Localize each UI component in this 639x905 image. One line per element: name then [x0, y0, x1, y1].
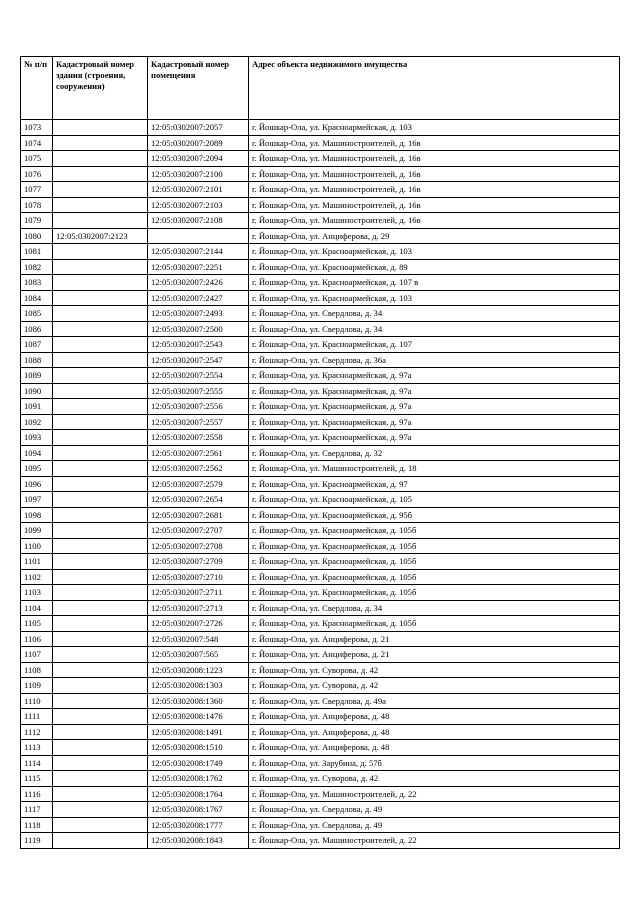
room-cadastral-cell: 12:05:0302007:2547	[148, 352, 249, 368]
row-number: 1118	[21, 817, 53, 833]
property-register-table	[20, 56, 620, 849]
table-row	[21, 151, 620, 167]
address-cell: г. Йошкар-Ола, ул. Машиностроителей, д. 18	[249, 461, 620, 477]
room-cadastral-cell: 12:05:0302008:1360	[148, 693, 249, 709]
table-row	[21, 709, 620, 725]
row-number: 1103	[21, 585, 53, 601]
building-cadastral-cell	[53, 600, 148, 616]
room-cadastral-cell: 12:05:0302007:2558	[148, 430, 249, 446]
row-number: 1092	[21, 414, 53, 430]
building-cadastral-cell	[53, 259, 148, 275]
room-cadastral-cell: 12:05:0302007:2103	[148, 197, 249, 213]
room-cadastral-cell: 12:05:0302007:2101	[148, 182, 249, 198]
row-number: 1078	[21, 197, 53, 213]
building-cadastral-cell	[53, 693, 148, 709]
building-cadastral-cell	[53, 399, 148, 415]
row-number: 1113	[21, 740, 53, 756]
address-cell: г. Йошкар-Ола, ул. Красноармейская, д. 95б	[249, 507, 620, 523]
row-number: 1085	[21, 306, 53, 322]
room-cadastral-cell: 12:05:0302007:2561	[148, 445, 249, 461]
header-address: Адрес объекта недвижимого имущества	[249, 57, 620, 120]
table-row	[21, 662, 620, 678]
building-cadastral-cell	[53, 135, 148, 151]
room-cadastral-cell: 12:05:0302008:1843	[148, 833, 249, 849]
building-cadastral-cell	[53, 709, 148, 725]
row-number: 1077	[21, 182, 53, 198]
row-number: 1096	[21, 476, 53, 492]
table-row	[21, 476, 620, 492]
table-row	[21, 337, 620, 353]
address-cell: г. Йошкар-Ола, ул. Машиностроителей, д. 16в	[249, 151, 620, 167]
room-cadastral-cell: 12:05:0302007:2681	[148, 507, 249, 523]
building-cadastral-cell	[53, 554, 148, 570]
building-cadastral-cell	[53, 740, 148, 756]
building-cadastral-cell	[53, 213, 148, 229]
room-cadastral-cell: 12:05:0302007:2493	[148, 306, 249, 322]
address-cell: г. Йошкар-Ола, ул. Красноармейская, д. 105б	[249, 554, 620, 570]
room-cadastral-cell: 12:05:0302007:2094	[148, 151, 249, 167]
address-cell: г. Йошкар-Ола, ул. Красноармейская, д. 105б	[249, 538, 620, 554]
table-row	[21, 228, 620, 244]
table-row	[21, 166, 620, 182]
table-row	[21, 616, 620, 632]
room-cadastral-cell: 12:05:0302007:2556	[148, 399, 249, 415]
table-row	[21, 352, 620, 368]
table-row	[21, 631, 620, 647]
row-number: 1101	[21, 554, 53, 570]
room-cadastral-cell: 12:05:0302008:1749	[148, 755, 249, 771]
address-cell: г. Йошкар-Ола, ул. Красноармейская, д. 107 в	[249, 275, 620, 291]
address-cell: г. Йошкар-Ола, ул. Красноармейская, д. 97	[249, 476, 620, 492]
room-cadastral-cell: 12:05:0302008:1762	[148, 771, 249, 787]
building-cadastral-cell	[53, 616, 148, 632]
row-number: 1100	[21, 538, 53, 554]
building-cadastral-cell	[53, 414, 148, 430]
room-cadastral-cell: 12:05:0302007:2057	[148, 120, 249, 136]
table-row	[21, 321, 620, 337]
address-cell: г. Йошкар-Ола, ул. Красноармейская, д. 97а	[249, 383, 620, 399]
row-number: 1095	[21, 461, 53, 477]
table-row	[21, 414, 620, 430]
address-cell: г. Йошкар-Ола, ул. Суворова, д. 42	[249, 662, 620, 678]
table-row	[21, 678, 620, 694]
room-cadastral-cell: 12:05:0302008:1491	[148, 724, 249, 740]
room-cadastral-cell: 12:05:0302007:2089	[148, 135, 249, 151]
table-row	[21, 724, 620, 740]
address-cell: г. Йошкар-Ола, ул. Красноармейская, д. 103	[249, 120, 620, 136]
table-row	[21, 538, 620, 554]
table-row	[21, 507, 620, 523]
room-cadastral-cell: 12:05:0302007:2726	[148, 616, 249, 632]
header-room-cadastral: Кадастровый номер помещения	[148, 57, 249, 120]
address-cell: г. Йошкар-Ола, ул. Красноармейская, д. 105б	[249, 523, 620, 539]
address-cell: г. Йошкар-Ола, ул. Свердлова, д. 34	[249, 600, 620, 616]
building-cadastral-cell	[53, 507, 148, 523]
building-cadastral-cell	[53, 802, 148, 818]
address-cell: г. Йошкар-Ола, ул. Красноармейская, д. 105б	[249, 616, 620, 632]
room-cadastral-cell: 12:05:0302007:565	[148, 647, 249, 663]
address-cell: г. Йошкар-Ола, ул. Свердлова, д. 49а	[249, 693, 620, 709]
building-cadastral-cell	[53, 321, 148, 337]
address-cell: г. Йошкар-Ола, ул. Машиностроителей, д. 16в	[249, 166, 620, 182]
table-row	[21, 368, 620, 384]
row-number: 1111	[21, 709, 53, 725]
room-cadastral-cell: 12:05:0302007:548	[148, 631, 249, 647]
row-number: 1098	[21, 507, 53, 523]
building-cadastral-cell	[53, 337, 148, 353]
address-cell: г. Йошкар-Ола, ул. Красноармейская, д. 89	[249, 259, 620, 275]
row-number: 1079	[21, 213, 53, 229]
room-cadastral-cell: 12:05:0302008:1764	[148, 786, 249, 802]
room-cadastral-cell: 12:05:0302007:2579	[148, 476, 249, 492]
room-cadastral-cell: 12:05:0302007:2427	[148, 290, 249, 306]
table-row	[21, 306, 620, 322]
address-cell: г. Йошкар-Ола, ул. Машиностроителей, д. 16в	[249, 197, 620, 213]
address-cell: г. Йошкар-Ола, ул. Суворова, д. 42	[249, 771, 620, 787]
header-building-cadastral: Кадастровый номер здания (строения, сооружения)	[53, 57, 148, 120]
table-row	[21, 802, 620, 818]
address-cell: г. Йошкар-Ола, ул. Анциферова, д. 21	[249, 631, 620, 647]
row-number: 1099	[21, 523, 53, 539]
address-cell: г. Йошкар-Ола, ул. Свердлова, д. 36а	[249, 352, 620, 368]
table-row	[21, 585, 620, 601]
room-cadastral-cell: 12:05:0302008:1303	[148, 678, 249, 694]
row-number: 1082	[21, 259, 53, 275]
building-cadastral-cell	[53, 120, 148, 136]
address-cell: г. Йошкар-Ола, ул. Красноармейская, д. 105	[249, 492, 620, 508]
table-row	[21, 786, 620, 802]
table-row	[21, 833, 620, 849]
table-row	[21, 399, 620, 415]
building-cadastral-cell	[53, 476, 148, 492]
row-number: 1105	[21, 616, 53, 632]
building-cadastral-cell	[53, 290, 148, 306]
address-cell: г. Йошкар-Ола, ул. Суворова, д. 42	[249, 678, 620, 694]
room-cadastral-cell: 12:05:0302008:1777	[148, 817, 249, 833]
building-cadastral-cell	[53, 786, 148, 802]
table-row	[21, 244, 620, 260]
table-row	[21, 740, 620, 756]
room-cadastral-cell: 12:05:0302007:2500	[148, 321, 249, 337]
building-cadastral-cell	[53, 523, 148, 539]
building-cadastral-cell	[53, 166, 148, 182]
room-cadastral-cell: 12:05:0302007:2543	[148, 337, 249, 353]
address-cell: г. Йошкар-Ола, ул. Красноармейская, д. 97а	[249, 414, 620, 430]
room-cadastral-cell: 12:05:0302007:2708	[148, 538, 249, 554]
row-number: 1115	[21, 771, 53, 787]
row-number: 1081	[21, 244, 53, 260]
row-number: 1084	[21, 290, 53, 306]
building-cadastral-cell	[53, 569, 148, 585]
address-cell: г. Йошкар-Ола, ул. Анциферова, д. 48	[249, 740, 620, 756]
room-cadastral-cell: 12:05:0302007:2707	[148, 523, 249, 539]
room-cadastral-cell: 12:05:0302007:2108	[148, 213, 249, 229]
room-cadastral-cell: 12:05:0302007:2711	[148, 585, 249, 601]
row-number: 1090	[21, 383, 53, 399]
room-cadastral-cell	[148, 228, 249, 244]
address-cell: г. Йошкар-Ола, ул. Анциферова, д. 48	[249, 709, 620, 725]
address-cell: г. Йошкар-Ола, ул. Красноармейская, д. 97а	[249, 368, 620, 384]
room-cadastral-cell: 12:05:0302008:1767	[148, 802, 249, 818]
building-cadastral-cell	[53, 275, 148, 291]
row-number: 1088	[21, 352, 53, 368]
room-cadastral-cell: 12:05:0302007:2100	[148, 166, 249, 182]
address-cell: г. Йошкар-Ола, ул. Красноармейская, д. 105б	[249, 569, 620, 585]
address-cell: г. Йошкар-Ола, ул. Свердлова, д. 34	[249, 306, 620, 322]
room-cadastral-cell: 12:05:0302007:2654	[148, 492, 249, 508]
row-number: 1076	[21, 166, 53, 182]
address-cell: г. Йошкар-Ола, ул. Свердлова, д. 34	[249, 321, 620, 337]
room-cadastral-cell: 12:05:0302008:1510	[148, 740, 249, 756]
room-cadastral-cell: 12:05:0302007:2710	[148, 569, 249, 585]
table-row	[21, 445, 620, 461]
address-cell: г. Йошкар-Ола, ул. Свердлова, д. 49	[249, 802, 620, 818]
building-cadastral-cell	[53, 445, 148, 461]
table-row	[21, 523, 620, 539]
room-cadastral-cell: 12:05:0302007:2562	[148, 461, 249, 477]
address-cell: г. Йошкар-Ола, ул. Анциферова, д. 21	[249, 647, 620, 663]
room-cadastral-cell: 12:05:0302007:2713	[148, 600, 249, 616]
row-number: 1087	[21, 337, 53, 353]
room-cadastral-cell: 12:05:0302007:2555	[148, 383, 249, 399]
table-row	[21, 275, 620, 291]
row-number: 1097	[21, 492, 53, 508]
table-row	[21, 290, 620, 306]
address-cell: г. Йошкар-Ола, ул. Анциферова, д. 29	[249, 228, 620, 244]
building-cadastral-cell	[53, 244, 148, 260]
building-cadastral-cell	[53, 724, 148, 740]
row-number: 1117	[21, 802, 53, 818]
room-cadastral-cell: 12:05:0302008:1476	[148, 709, 249, 725]
row-number: 1109	[21, 678, 53, 694]
address-cell: г. Йошкар-Ола, ул. Машиностроителей, д. 22	[249, 786, 620, 802]
table-row	[21, 197, 620, 213]
room-cadastral-cell: 12:05:0302007:2251	[148, 259, 249, 275]
row-number: 1089	[21, 368, 53, 384]
table-row	[21, 383, 620, 399]
building-cadastral-cell	[53, 538, 148, 554]
building-cadastral-cell: 12:05:0302007:2123	[53, 228, 148, 244]
row-number: 1094	[21, 445, 53, 461]
row-number: 1102	[21, 569, 53, 585]
row-number: 1108	[21, 662, 53, 678]
table-body	[21, 120, 620, 849]
address-cell: г. Йошкар-Ола, ул. Машиностроителей, д. 22	[249, 833, 620, 849]
address-cell: г. Йошкар-Ола, ул. Красноармейская, д. 107	[249, 337, 620, 353]
building-cadastral-cell	[53, 817, 148, 833]
building-cadastral-cell	[53, 383, 148, 399]
row-number: 1104	[21, 600, 53, 616]
address-cell: г. Йошкар-Ола, ул. Машиностроителей, д. 16в	[249, 182, 620, 198]
table-row	[21, 647, 620, 663]
row-number: 1075	[21, 151, 53, 167]
building-cadastral-cell	[53, 647, 148, 663]
table-row	[21, 213, 620, 229]
row-number: 1110	[21, 693, 53, 709]
row-number: 1112	[21, 724, 53, 740]
table-row	[21, 430, 620, 446]
row-number: 1107	[21, 647, 53, 663]
row-number: 1106	[21, 631, 53, 647]
address-cell: г. Йошкар-Ола, ул. Свердлова, д. 49	[249, 817, 620, 833]
table-row	[21, 120, 620, 136]
building-cadastral-cell	[53, 430, 148, 446]
table-row	[21, 600, 620, 616]
header-num: № п/п	[21, 57, 53, 120]
building-cadastral-cell	[53, 585, 148, 601]
building-cadastral-cell	[53, 461, 148, 477]
row-number: 1073	[21, 120, 53, 136]
building-cadastral-cell	[53, 151, 148, 167]
row-number: 1086	[21, 321, 53, 337]
table-row	[21, 771, 620, 787]
table-row	[21, 817, 620, 833]
building-cadastral-cell	[53, 182, 148, 198]
building-cadastral-cell	[53, 678, 148, 694]
building-cadastral-cell	[53, 755, 148, 771]
room-cadastral-cell: 12:05:0302008:1223	[148, 662, 249, 678]
address-cell: г. Йошкар-Ола, ул. Анциферова, д. 48	[249, 724, 620, 740]
table-row	[21, 461, 620, 477]
building-cadastral-cell	[53, 631, 148, 647]
room-cadastral-cell: 12:05:0302007:2709	[148, 554, 249, 570]
table-header-row	[21, 57, 620, 120]
building-cadastral-cell	[53, 306, 148, 322]
row-number: 1116	[21, 786, 53, 802]
room-cadastral-cell: 12:05:0302007:2554	[148, 368, 249, 384]
address-cell: г. Йошкар-Ола, ул. Свердлова, д. 32	[249, 445, 620, 461]
row-number: 1119	[21, 833, 53, 849]
row-number: 1083	[21, 275, 53, 291]
room-cadastral-cell: 12:05:0302007:2426	[148, 275, 249, 291]
address-cell: г. Йошкар-Ола, ул. Красноармейская, д. 97а	[249, 399, 620, 415]
row-number: 1080	[21, 228, 53, 244]
building-cadastral-cell	[53, 368, 148, 384]
building-cadastral-cell	[53, 197, 148, 213]
address-cell: г. Йошкар-Ола, ул. Машиностроителей, д. 16в	[249, 135, 620, 151]
table-row	[21, 755, 620, 771]
address-cell: г. Йошкар-Ола, ул. Красноармейская, д. 103	[249, 290, 620, 306]
building-cadastral-cell	[53, 492, 148, 508]
room-cadastral-cell: 12:05:0302007:2557	[148, 414, 249, 430]
table-row	[21, 569, 620, 585]
building-cadastral-cell	[53, 833, 148, 849]
table-row	[21, 492, 620, 508]
table-row	[21, 554, 620, 570]
row-number: 1093	[21, 430, 53, 446]
table-row	[21, 259, 620, 275]
building-cadastral-cell	[53, 352, 148, 368]
row-number: 1091	[21, 399, 53, 415]
address-cell: г. Йошкар-Ола, ул. Красноармейская, д. 97а	[249, 430, 620, 446]
address-cell: г. Йошкар-Ола, ул. Машиностроителей, д. 16в	[249, 213, 620, 229]
address-cell: г. Йошкар-Ола, ул. Зарубина, д. 57б	[249, 755, 620, 771]
address-cell: г. Йошкар-Ола, ул. Красноармейская, д. 105б	[249, 585, 620, 601]
room-cadastral-cell: 12:05:0302007:2144	[148, 244, 249, 260]
address-cell: г. Йошкар-Ола, ул. Красноармейская, д. 103	[249, 244, 620, 260]
table-row	[21, 693, 620, 709]
building-cadastral-cell	[53, 771, 148, 787]
row-number: 1114	[21, 755, 53, 771]
building-cadastral-cell	[53, 662, 148, 678]
table-row	[21, 182, 620, 198]
row-number: 1074	[21, 135, 53, 151]
table-row	[21, 135, 620, 151]
